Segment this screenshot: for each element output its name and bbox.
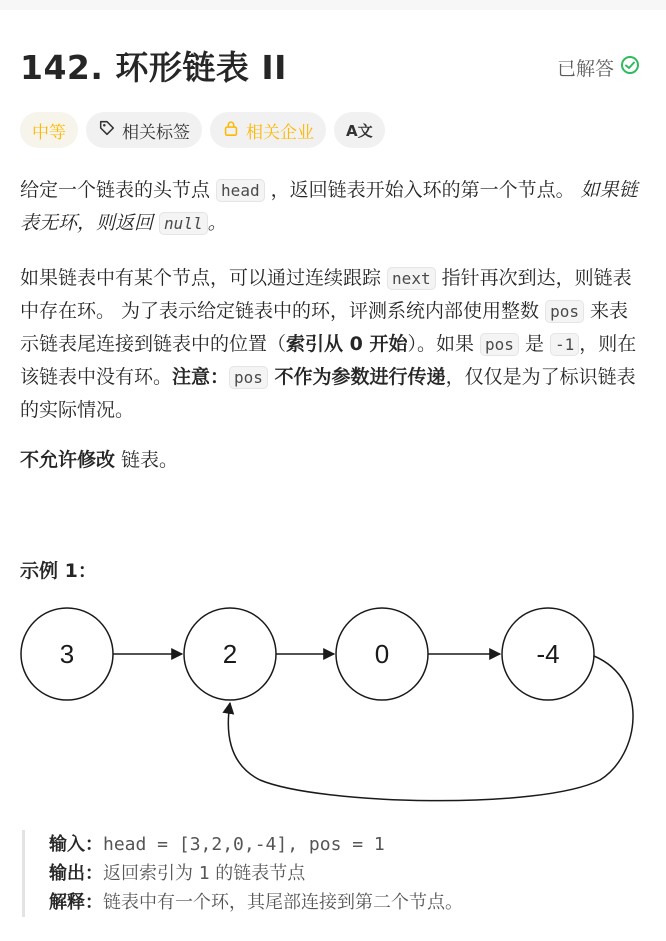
problem-title: 142. 环形链表 II [20, 48, 287, 87]
inline-code-next: next [387, 267, 436, 290]
translate-icon: A文 [346, 121, 373, 140]
example-output-line [49, 859, 463, 888]
related-companies-button[interactable] [210, 112, 326, 148]
example-input-line [49, 830, 463, 859]
text: 如果链表中有某个节点，可以通过连续跟踪 [20, 267, 388, 289]
top-bar [0, 0, 666, 10]
example-explanation-line [49, 888, 463, 917]
node-label: 2 [222, 639, 238, 669]
inline-code-null: null [159, 212, 208, 235]
text: 指针再次到达，则链表中存在环。 为了表示给定链表中的环，评测系统内部使用整数 [20, 267, 632, 322]
description-paragraph-3 [20, 444, 646, 476]
text: ，则在该链表中没有环。 [20, 333, 637, 388]
difficulty-badge [20, 112, 78, 148]
text: 给定一个链表的头节点 [20, 179, 217, 201]
related-tags-label: 相关标签 [122, 122, 190, 143]
italic-text: 。 [207, 212, 227, 234]
text: ，返回链表开始入环的第一个节点。 [264, 179, 581, 201]
text: 链表。 [115, 449, 179, 471]
solved-label: 已解答 [556, 58, 614, 80]
output-text: 返回索引为 [103, 863, 199, 884]
node-label: 3 [59, 639, 75, 669]
description-paragraph-1 [20, 174, 646, 240]
related-tags-button[interactable] [86, 112, 202, 148]
inline-code-minus-one: -1 [550, 333, 579, 356]
node-label: -4 [536, 639, 560, 669]
inline-code-pos: pos [229, 366, 268, 389]
output-code: 1 [198, 863, 210, 884]
inline-code-pos: pos [545, 300, 584, 323]
text: ，仅仅是为了标识链表的实际情况。 [20, 366, 636, 421]
bold-text: 索引从 0 开始 [286, 333, 408, 355]
italic-text: 如果链表无环，则返回 [20, 179, 638, 234]
input-label: 输入： [49, 834, 103, 855]
input-value: head = [3,2,0,-4], pos = 1 [103, 834, 385, 855]
lock-icon [222, 119, 240, 142]
linked-list-diagram [0, 600, 666, 820]
inline-code-pos: pos [480, 333, 519, 356]
solved-status [557, 54, 640, 81]
output-label: 输出： [49, 863, 103, 884]
check-circle-icon [620, 55, 640, 80]
node-label: 0 [374, 639, 390, 669]
output-text: 的链表节点 [209, 863, 306, 884]
description-paragraph-2 [20, 262, 646, 426]
text: 来表示链表尾连接到链表中的位置（ [20, 300, 629, 355]
translate-button[interactable] [334, 112, 385, 148]
text: ）。如果 [407, 333, 481, 355]
bold-text: 不作为参数进行传递 [267, 366, 446, 388]
tag-icon [98, 119, 116, 142]
example-io-block [22, 830, 463, 917]
bold-text: 不允许修改 [20, 449, 116, 471]
bold-text: 注意： [172, 366, 230, 388]
difficulty-label: 中等 [32, 122, 66, 143]
tag-row [20, 112, 385, 148]
explanation-value: 链表中有一个环，其尾部连接到第二个节点。 [103, 892, 463, 913]
inline-code-head: head [216, 179, 265, 202]
text: 是 [518, 333, 551, 355]
related-companies-label: 相关企业 [246, 122, 314, 143]
explanation-label: 解释： [49, 892, 103, 913]
example-title: 示例 1： [20, 560, 97, 582]
